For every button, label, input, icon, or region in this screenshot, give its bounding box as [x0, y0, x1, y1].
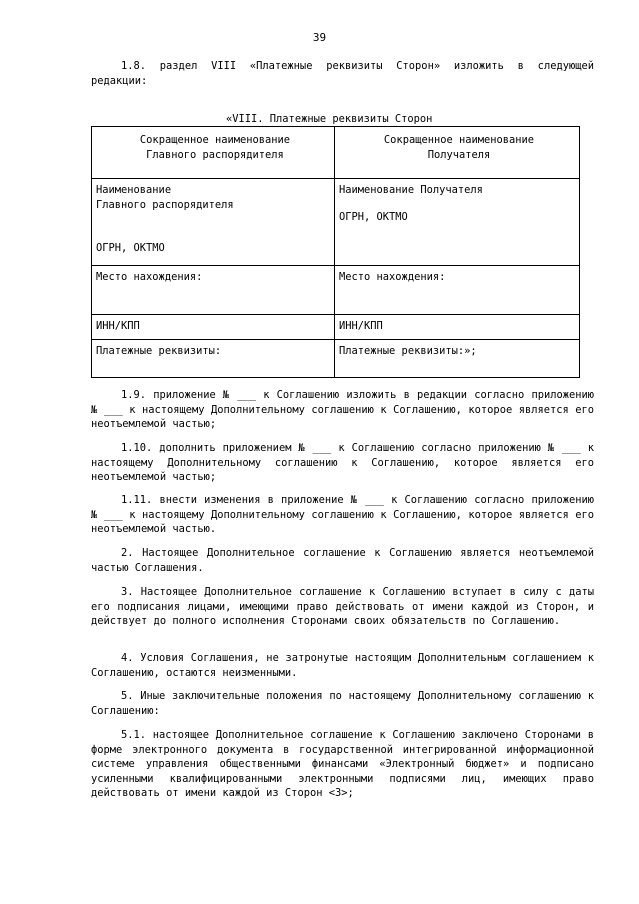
table-payment-row	[92, 340, 580, 378]
name-cell-left	[92, 179, 335, 266]
table-title: «VIII. Платежные реквизиты Сторон	[226, 113, 433, 125]
paragraph-2: 2. Настоящее Дополнительное соглашение к Соглашению является неотъемлемой частью Соглашения.	[91, 547, 594, 574]
name-right: Наименование Получателя	[339, 184, 483, 196]
name-left-line2: Главного распорядителя	[96, 198, 234, 211]
header-left-line1: Сокращенное наименование	[139, 134, 291, 146]
inn-cell-right: ИНН/КПП	[335, 315, 580, 340]
location-cell-right: Место нахождения:	[335, 266, 580, 315]
paragraph-5-1: 5.1. настоящее Дополнительное соглашение к Соглашению заключено Сторонами в форме электронного документа в государственной интегрированной информационной системе управления общественными финансами «Электронный бюджет» и подписано усиленными квалифицированными электронными подписями лиц, имеющих право действовать от имени каждой из Сторон <3>;	[91, 729, 594, 799]
paragraph-1-11: 1.11. внести изменения в приложение № ___ к Соглашению согласно приложению № ___ к настоящему Дополнительному соглашению к Соглашению, которое является его неотъемлемой частью.	[91, 494, 594, 535]
paragraph-1-10: 1.10. дополнить приложением № ___ к Соглашению согласно приложению № ___ к настоящему Дополнительному соглашению к Соглашению, которое является его неотъемлемой частью;	[91, 442, 594, 483]
paragraph-1-9: 1.9. приложение № ___ к Соглашению изложить в редакции согласно приложению № ___ к настоящему Дополнительному соглашению к Соглашению, которое является его неотъемлемой частью;	[91, 389, 594, 430]
header-left-line2: Главного распорядителя	[146, 148, 284, 161]
header-right-line2: Получателя	[427, 148, 491, 161]
header-right-line1: Сокращенное наименование	[383, 134, 535, 146]
table-inn-row	[92, 315, 580, 340]
table-header-row	[92, 127, 580, 179]
intro-paragraph	[91, 59, 594, 88]
inn-cell-left: ИНН/КПП	[92, 315, 335, 340]
location-cell-left: Место нахождения:	[92, 266, 335, 315]
intro-line-1: 1.8. раздел VIII «Платежные реквизиты Сторон» изложить в следующей	[121, 60, 594, 72]
requisites-table	[91, 126, 580, 378]
table-name-row	[92, 179, 580, 266]
intro-line-2: редакции:	[91, 74, 148, 87]
table-location-row	[92, 266, 580, 315]
page-number: 39	[312, 31, 327, 44]
ogrn-left: ОГРН, ОКТМО	[96, 242, 165, 254]
payment-cell-right: Платежные реквизиты:»;	[335, 340, 580, 378]
header-cell-right	[335, 127, 580, 179]
header-cell-left	[92, 127, 335, 179]
paragraph-3: 3. Настоящее Дополнительное соглашение к Соглашению вступает в силу с даты его подписания лицами, имеющими право действовать от имени каждой из Сторон, и действует до полного исполнения Сторонами своих обязательств по Соглашению.	[91, 586, 594, 627]
paragraph-4: 4. Условия Соглашения, не затронутые настоящим Дополнительным соглашением к Соглашению, остаются неизменными.	[91, 652, 594, 679]
name-cell-right	[335, 179, 580, 266]
name-left-line1: Наименование	[96, 184, 172, 196]
paragraph-5: 5. Иные заключительные положения по настоящему Дополнительному соглашению к Соглашению:	[91, 690, 594, 717]
ogrn-right: ОГРН, ОКТМО	[339, 210, 408, 223]
payment-cell-left: Платежные реквизиты:	[92, 340, 335, 378]
